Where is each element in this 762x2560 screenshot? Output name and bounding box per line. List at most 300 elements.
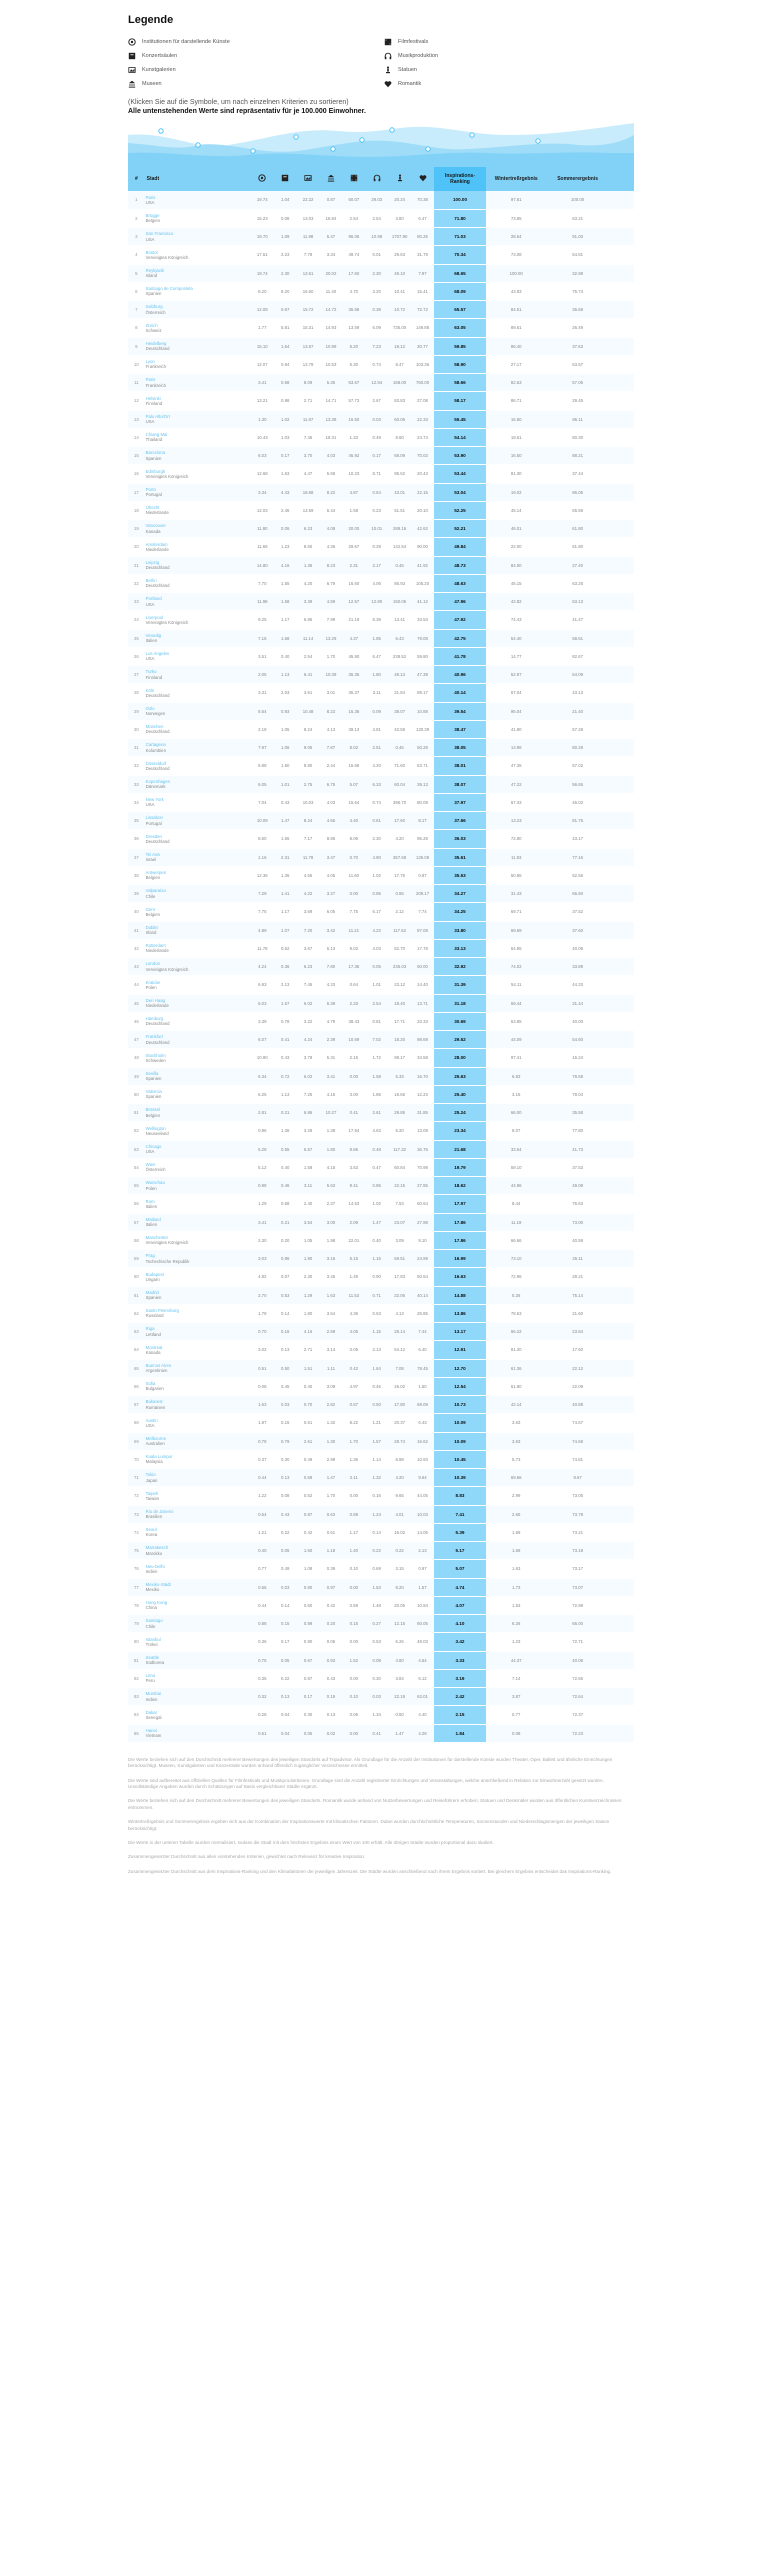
city-link[interactable]: Dakar xyxy=(145,1709,158,1715)
rank-cell: 82 xyxy=(128,1669,145,1687)
table-row xyxy=(128,1067,634,1085)
city-link[interactable]: New York xyxy=(145,797,164,803)
inspiration-score: 68.09 xyxy=(434,282,486,300)
value-cell: 3.09 xyxy=(388,1231,411,1249)
value-cell: 27.98 xyxy=(411,1213,434,1231)
col-inspiration[interactable]: Inspirations-Ranking xyxy=(434,167,486,191)
city-link[interactable]: Seattle xyxy=(145,1654,160,1660)
spacer-cell xyxy=(609,337,634,355)
city-link[interactable]: Santiago de Compostela xyxy=(145,286,193,292)
city-cell xyxy=(145,757,251,775)
value-cell: 10.03 xyxy=(297,793,320,811)
summer-score: 40.08 xyxy=(546,1651,608,1669)
summer-score: 75.14 xyxy=(546,1286,608,1304)
legend-item[interactable] xyxy=(384,36,624,47)
institution-icon[interactable] xyxy=(258,174,266,182)
city-link[interactable]: Lissabon xyxy=(145,815,163,821)
city-link[interactable]: Mailand xyxy=(145,1216,161,1222)
value-cell: 1.64 xyxy=(365,1359,388,1377)
city-link[interactable]: Frankfurt xyxy=(145,1034,163,1040)
rank-cell: 65 xyxy=(128,1359,145,1377)
value-cell: 4.06 xyxy=(365,574,388,592)
table-row xyxy=(128,1158,634,1176)
museum-icon[interactable] xyxy=(327,174,335,182)
city-link[interactable]: Köln xyxy=(145,687,155,693)
inspiration-score: 31.18 xyxy=(434,994,486,1012)
inspiration-score: 59.85 xyxy=(434,337,486,355)
spacer-cell xyxy=(609,392,634,410)
city-link[interactable]: Taipeh xyxy=(145,1490,159,1496)
winter-score: 66.00 xyxy=(486,1104,546,1122)
city-link[interactable]: Lyon xyxy=(145,359,155,365)
summer-score: 41.47 xyxy=(546,611,608,629)
table-row xyxy=(128,994,634,1012)
summer-score: 73.21 xyxy=(546,1523,608,1541)
spacer-cell xyxy=(609,1377,634,1395)
city-link[interactable]: Helsinki xyxy=(145,395,161,401)
value-cell: 2.05 xyxy=(251,666,274,684)
summer-score: 37.63 xyxy=(546,337,608,355)
city-link[interactable]: Kraków xyxy=(145,979,160,985)
inspiration-score: 3.19 xyxy=(434,1669,486,1687)
country-label: USA xyxy=(145,601,155,607)
value-cell: 7.45 xyxy=(297,976,320,994)
city-link[interactable]: Antwerpen xyxy=(145,870,167,876)
col-summer[interactable]: Sommerergebnis xyxy=(546,167,608,191)
city-cell xyxy=(145,1177,251,1195)
value-cell: 0.54 xyxy=(251,1505,274,1523)
summer-score: 56.65 xyxy=(546,775,608,793)
value-cell: 4.80 xyxy=(365,848,388,866)
city-link[interactable]: Lima xyxy=(145,1673,155,1679)
value-cell: 2.46 xyxy=(274,501,297,519)
sort-institution[interactable] xyxy=(251,167,274,191)
city-link[interactable]: Liverpool xyxy=(145,614,164,620)
value-cell: 8.86 xyxy=(320,830,343,848)
value-cell: 60.07 xyxy=(342,191,365,209)
value-cell: 2.33 xyxy=(342,994,365,1012)
city-link[interactable]: Portland xyxy=(145,596,162,602)
value-cell: 0.67 xyxy=(274,301,297,319)
rank-cell: 19 xyxy=(128,520,145,538)
winter-score: 86.71 xyxy=(486,392,546,410)
value-cell: 20.37 xyxy=(388,1414,411,1432)
value-cell: 1.11 xyxy=(320,1359,343,1377)
value-cell: 4.20 xyxy=(365,757,388,775)
sort-headphones[interactable] xyxy=(365,167,388,191)
statue-icon[interactable] xyxy=(384,66,392,74)
value-cell: 24.74 xyxy=(411,428,434,446)
spacer-cell xyxy=(609,410,634,428)
value-cell: 0.45 xyxy=(274,1377,297,1395)
country-label: Vereinigtes Königreich xyxy=(145,619,189,625)
city-link[interactable]: Reykjavik xyxy=(145,267,165,273)
value-cell: 2.09 xyxy=(342,1213,365,1231)
museum-icon[interactable] xyxy=(128,80,136,88)
city-link[interactable]: Manchester xyxy=(145,1235,169,1241)
inspiration-score: 8.83 xyxy=(434,1487,486,1505)
city-link[interactable]: Paris xyxy=(145,377,156,383)
winter-score: 42.14 xyxy=(486,1396,546,1414)
city-link[interactable]: Sankt Petersburg xyxy=(145,1308,179,1314)
value-cell: 5.88 xyxy=(251,757,274,775)
winter-score: 1.73 xyxy=(486,1578,546,1596)
city-link[interactable]: Berlin xyxy=(145,578,157,584)
inspiration-score: 34.27 xyxy=(434,885,486,903)
city-cell xyxy=(145,1213,251,1231)
value-cell: 1.38 xyxy=(320,1122,343,1140)
value-cell: 5.35 xyxy=(320,374,343,392)
city-link[interactable]: Stockholm xyxy=(145,1052,166,1058)
sort-heart[interactable] xyxy=(411,167,434,191)
value-cell: 1.32 xyxy=(320,1414,343,1432)
col-city[interactable]: Stadt xyxy=(145,167,251,191)
city-link[interactable]: Valencia xyxy=(145,1089,162,1095)
value-cell: 22.01 xyxy=(342,1231,365,1249)
city-link[interactable]: Budapest xyxy=(145,1271,164,1277)
city-link[interactable]: Edinburgh xyxy=(145,468,166,474)
city-link[interactable]: Montreal xyxy=(145,1344,163,1350)
film-icon[interactable] xyxy=(384,38,392,46)
col-winter[interactable]: Wintertreßrgebnis xyxy=(486,167,546,191)
city-link[interactable]: München xyxy=(145,724,164,730)
value-cell: 60.00 xyxy=(411,958,434,976)
city-link[interactable]: Hamburg xyxy=(145,1016,164,1022)
city-link[interactable]: Austin xyxy=(145,1417,158,1423)
city-link[interactable]: Leipzig xyxy=(145,559,160,565)
value-cell: 2.30 xyxy=(251,1231,274,1249)
value-cell: 8.24 xyxy=(297,812,320,830)
value-cell: 136.09 xyxy=(411,848,434,866)
footnote: Wintertreßrgebnis und Sommerergebnis ergeben sich aus der Kombination der Inspirationswerte mit klimatischen Faktoren. Dabei wurden durchschnittliche Temperaturen, Sonnenstunden und Niederschlagsmengen der jeweiligen Saison berücksichtigt. xyxy=(128,1819,610,1831)
city-link[interactable]: Chiang Mai xyxy=(145,432,168,438)
value-cell: 3.61 xyxy=(297,684,320,702)
city-link[interactable]: Sevilla xyxy=(145,1070,159,1076)
city-link[interactable]: Mumbai xyxy=(145,1691,161,1697)
summer-score: 22.09 xyxy=(546,1377,608,1395)
value-cell: 0.90 xyxy=(365,1268,388,1286)
city-cell xyxy=(145,684,251,702)
city-link[interactable]: Porto xyxy=(145,486,156,492)
table-row xyxy=(128,1669,634,1687)
city-link[interactable]: Rotterdam xyxy=(145,943,166,949)
winter-score: 19.61 xyxy=(486,428,546,446)
value-cell: 80.26 xyxy=(411,228,434,246)
sort-film[interactable] xyxy=(342,167,365,191)
concert-icon[interactable] xyxy=(281,174,289,182)
city-link[interactable]: Chicago xyxy=(145,1143,162,1149)
value-cell: 16.68 xyxy=(342,757,365,775)
summer-score: 86.05 xyxy=(546,483,608,501)
value-cell: 0.15 xyxy=(342,1615,365,1633)
city-link[interactable]: Den Haag xyxy=(145,997,166,1003)
value-cell: 41.92 xyxy=(411,556,434,574)
city-cell xyxy=(145,1104,251,1122)
city-link[interactable]: Zürich xyxy=(145,322,158,328)
sort-gallery[interactable] xyxy=(297,167,320,191)
city-link[interactable]: London xyxy=(145,961,160,967)
country-label: Senegal xyxy=(145,1714,162,1720)
city-cell xyxy=(145,1487,251,1505)
value-cell: 20.10 xyxy=(411,501,434,519)
rank-cell: 25 xyxy=(128,629,145,647)
rank-cell: 78 xyxy=(128,1596,145,1614)
value-cell: 3.39 xyxy=(297,593,320,611)
city-link[interactable]: Neu-Delhi xyxy=(145,1563,165,1569)
value-cell: 0.04 xyxy=(274,1706,297,1724)
country-label: USA xyxy=(145,1149,155,1155)
heart-icon[interactable] xyxy=(384,80,392,88)
spacer-cell xyxy=(609,1213,634,1231)
value-cell: 3.41 xyxy=(251,1213,274,1231)
summer-score: 78.04 xyxy=(546,1085,608,1103)
country-label: USA xyxy=(145,656,155,662)
value-cell: 0.41 xyxy=(342,1104,365,1122)
value-cell: 0.61 xyxy=(365,812,388,830)
value-cell: 0.74 xyxy=(365,355,388,373)
institution-icon[interactable] xyxy=(128,38,136,46)
value-cell: 3.84 xyxy=(388,1669,411,1687)
summer-score: 27.40 xyxy=(546,556,608,574)
city-link[interactable]: Brüssel xyxy=(145,1107,160,1113)
rank-cell: 22 xyxy=(128,574,145,592)
country-label: Kanada xyxy=(145,1349,161,1355)
value-cell: 12.80 xyxy=(365,593,388,611)
legend-item[interactable] xyxy=(128,50,384,61)
value-cell: 0.10 xyxy=(342,1688,365,1706)
value-cell: 0.03 xyxy=(365,410,388,428)
legend-item[interactable] xyxy=(384,78,624,89)
spacer-cell xyxy=(609,1012,634,1030)
city-link[interactable]: Valparaíso xyxy=(145,888,166,894)
city-link[interactable]: Düsseldorf xyxy=(145,760,167,766)
spacer-cell xyxy=(609,1469,634,1487)
value-cell: 8.60 xyxy=(251,830,274,848)
city-link[interactable]: Salzburg xyxy=(145,304,163,310)
spacer-cell xyxy=(609,1596,634,1614)
sort-concert[interactable] xyxy=(274,167,297,191)
city-link[interactable]: Buenos Aires xyxy=(145,1362,171,1368)
city-cell xyxy=(145,593,251,611)
value-cell: 1.32 xyxy=(365,1469,388,1487)
gallery-icon[interactable] xyxy=(304,174,312,182)
value-cell: 4.59 xyxy=(320,593,343,611)
value-cell: 2.13 xyxy=(365,1341,388,1359)
country-label: Irland xyxy=(145,930,157,936)
summer-score: 72.37 xyxy=(546,1706,608,1724)
col-rank[interactable]: # xyxy=(128,167,145,191)
value-cell: 13.67 xyxy=(297,337,320,355)
summer-score: 28.21 xyxy=(546,1268,608,1286)
value-cell: 71.60 xyxy=(388,757,411,775)
city-link[interactable]: Vancouver xyxy=(145,523,166,529)
value-cell: 6.47 xyxy=(411,209,434,227)
city-link[interactable]: Dresden xyxy=(145,833,162,839)
city-link[interactable]: Santiago xyxy=(145,1618,163,1624)
film-icon[interactable] xyxy=(350,174,358,182)
table-row xyxy=(128,574,634,592)
value-cell: 0.40 xyxy=(274,647,297,665)
value-cell: 0.53 xyxy=(365,1633,388,1651)
city-cell xyxy=(145,994,251,1012)
value-cell: 6.25 xyxy=(251,1085,274,1103)
inspiration-score: 37.97 xyxy=(434,793,486,811)
city-cell xyxy=(145,410,251,428)
rank-cell: 10 xyxy=(128,355,145,373)
rank-cell: 13 xyxy=(128,410,145,428)
value-cell: 9.02 xyxy=(342,939,365,957)
city-link[interactable]: Tokio xyxy=(145,1472,156,1478)
country-label: Italien xyxy=(145,1222,158,1228)
value-cell: 4.20 xyxy=(297,574,320,592)
city-link[interactable]: Dublin xyxy=(145,924,158,930)
city-link[interactable]: San Francisco xyxy=(145,231,174,237)
legend-item[interactable] xyxy=(128,64,384,75)
spacer-cell xyxy=(609,866,634,884)
summer-score: 72.99 xyxy=(546,1596,608,1614)
city-link[interactable]: Palo Alto/Ort xyxy=(145,413,170,419)
country-label: Spanien xyxy=(145,1094,162,1100)
winter-score: 1.23 xyxy=(486,1633,546,1651)
value-cell: 1.77 xyxy=(251,319,274,337)
city-link[interactable]: Bukarest xyxy=(145,1399,163,1405)
city-link[interactable]: Paris xyxy=(145,194,156,200)
value-cell: 5.63 xyxy=(320,1177,343,1195)
city-link[interactable]: Oslo xyxy=(145,705,155,711)
city-link[interactable]: Mexiko-Stadt xyxy=(145,1581,171,1587)
city-cell xyxy=(145,337,251,355)
city-link[interactable]: Barcelona xyxy=(145,450,166,456)
city-link[interactable]: Kuala Lumpur xyxy=(145,1454,173,1460)
sort-museum[interactable] xyxy=(320,167,343,191)
city-link[interactable]: Turku xyxy=(145,669,157,675)
city-link[interactable]: Wellington xyxy=(145,1125,166,1131)
footnote: Die Werte sind aufbereitet aus offiziellen Quellen für Filmfestivals und Musikproduktionen. Grundlage sind die Anzahl registrierter Einrichtungen und Veranstaltungen, welche anschließend in Relation zur Einwohnerzahl gesetzt wurden. Unvollständige Angaben wurden durch Schätzungen auf Basis vergleichbarer Städte ergänzt. xyxy=(128,1777,604,1789)
value-cell: 7.74 xyxy=(411,903,434,921)
inspiration-score: 4.74 xyxy=(434,1578,486,1596)
city-link[interactable]: Venedig xyxy=(145,632,162,638)
city-link[interactable]: Riga xyxy=(145,1326,155,1332)
value-cell: 3.11 xyxy=(297,1177,320,1195)
city-link[interactable]: Seoul xyxy=(145,1527,157,1533)
spacer-cell xyxy=(609,1414,634,1432)
legend-label: Musikproduktion xyxy=(398,52,439,59)
value-cell: 5.31 xyxy=(320,1049,343,1067)
inspiration-score: 37.66 xyxy=(434,812,486,830)
winter-score: 64.95 xyxy=(486,939,546,957)
legend-item[interactable] xyxy=(128,78,384,89)
value-cell: 1.35 xyxy=(274,866,297,884)
value-cell: 1.63 xyxy=(251,1396,274,1414)
headphones-icon[interactable] xyxy=(384,52,392,60)
city-cell xyxy=(145,1012,251,1030)
sort-statue[interactable] xyxy=(388,167,411,191)
city-link[interactable]: Gent xyxy=(145,906,155,912)
city-link[interactable]: Rom xyxy=(145,1198,155,1204)
inspiration-score: 52.25 xyxy=(434,501,486,519)
city-link[interactable]: Wien xyxy=(145,1162,156,1168)
gallery-icon[interactable] xyxy=(128,66,136,74)
city-link[interactable]: Utrecht xyxy=(145,505,160,511)
city-link[interactable]: Amsterdam xyxy=(145,541,168,547)
value-cell: 2.37 xyxy=(320,1195,343,1213)
value-cell: 2.12 xyxy=(388,903,411,921)
footnote: Zusammengesetzter Durchschnitt aus dem Inspirations-Ranking und den Klimafaktoren der jeweiligen Jahreszeit. Die Städte wurden anschließend nach ihrem Ergebnis sortiert. Bei gleichem Ergebnis entscheidet das Inspirations-Ranking. xyxy=(128,1868,612,1874)
city-link[interactable]: Tel Aviv xyxy=(145,851,161,857)
city-link[interactable]: Istanbul xyxy=(145,1636,161,1642)
value-cell: 4.24 xyxy=(251,958,274,976)
summer-score: 74.68 xyxy=(546,1432,608,1450)
heart-icon[interactable] xyxy=(419,174,427,182)
statue-icon[interactable] xyxy=(396,174,404,182)
value-cell: 10.39 xyxy=(320,666,343,684)
value-cell: 17.60 xyxy=(342,264,365,282)
city-link[interactable]: Kopenhagen xyxy=(145,778,171,784)
value-cell: 11.40 xyxy=(320,282,343,300)
concert-icon[interactable] xyxy=(128,52,136,60)
city-cell xyxy=(145,374,251,392)
value-cell: 2.54 xyxy=(365,209,388,227)
city-link[interactable]: Heidelberg xyxy=(145,340,167,346)
rank-cell: 53 xyxy=(128,1140,145,1158)
city-link[interactable]: Madrid xyxy=(145,1289,159,1295)
city-link[interactable]: Hanoi xyxy=(145,1727,157,1733)
value-cell: 357.68 xyxy=(388,848,411,866)
city-cell xyxy=(145,830,251,848)
inspiration-score: 12.54 xyxy=(434,1377,486,1395)
city-link[interactable]: Prag xyxy=(145,1253,155,1259)
table-row xyxy=(128,1304,634,1322)
city-link[interactable]: Sofia xyxy=(145,1381,156,1387)
value-cell: 8.23 xyxy=(320,556,343,574)
rank-cell: 63 xyxy=(128,1323,145,1341)
city-link[interactable]: Brügge xyxy=(145,213,160,219)
city-cell xyxy=(145,191,251,209)
city-link[interactable]: Los Angeles xyxy=(145,651,170,657)
value-cell: 0.03 xyxy=(365,1688,388,1706)
city-link[interactable]: Hong Kong xyxy=(145,1600,168,1606)
city-link[interactable]: Marrakesch xyxy=(145,1545,169,1551)
winter-score: 0.77 xyxy=(486,1706,546,1724)
city-link[interactable]: Rio de Janeiro xyxy=(145,1508,174,1514)
city-link[interactable]: Cartagena xyxy=(145,742,166,748)
value-cell: 6.47 xyxy=(365,647,388,665)
value-cell: 1.47 xyxy=(365,1213,388,1231)
city-link[interactable]: Bristol xyxy=(145,249,158,255)
value-cell: 0.87 xyxy=(320,191,343,209)
city-cell xyxy=(145,1250,251,1268)
inspiration-score: 52.21 xyxy=(434,520,486,538)
value-cell: 10.27 xyxy=(320,1104,343,1122)
legend-item[interactable] xyxy=(128,36,384,47)
value-cell: 0.05 xyxy=(365,958,388,976)
headphones-icon[interactable] xyxy=(373,174,381,182)
city-cell xyxy=(145,246,251,264)
legend-item[interactable] xyxy=(384,50,624,61)
country-label: Bulgarien xyxy=(145,1386,164,1392)
value-cell: 95.62 xyxy=(388,465,411,483)
value-cell: 11.21 xyxy=(342,921,365,939)
table-row xyxy=(128,501,634,519)
value-cell: 8.17 xyxy=(411,812,434,830)
inspiration-score: 40.14 xyxy=(434,684,486,702)
value-cell: 12.94 xyxy=(365,374,388,392)
inspiration-score: 25.63 xyxy=(434,1067,486,1085)
city-link[interactable]: Melbourne xyxy=(145,1435,166,1441)
city-link[interactable]: Warschau xyxy=(145,1180,165,1186)
legend-item[interactable] xyxy=(384,64,624,75)
inspiration-score: 29.52 xyxy=(434,1031,486,1049)
